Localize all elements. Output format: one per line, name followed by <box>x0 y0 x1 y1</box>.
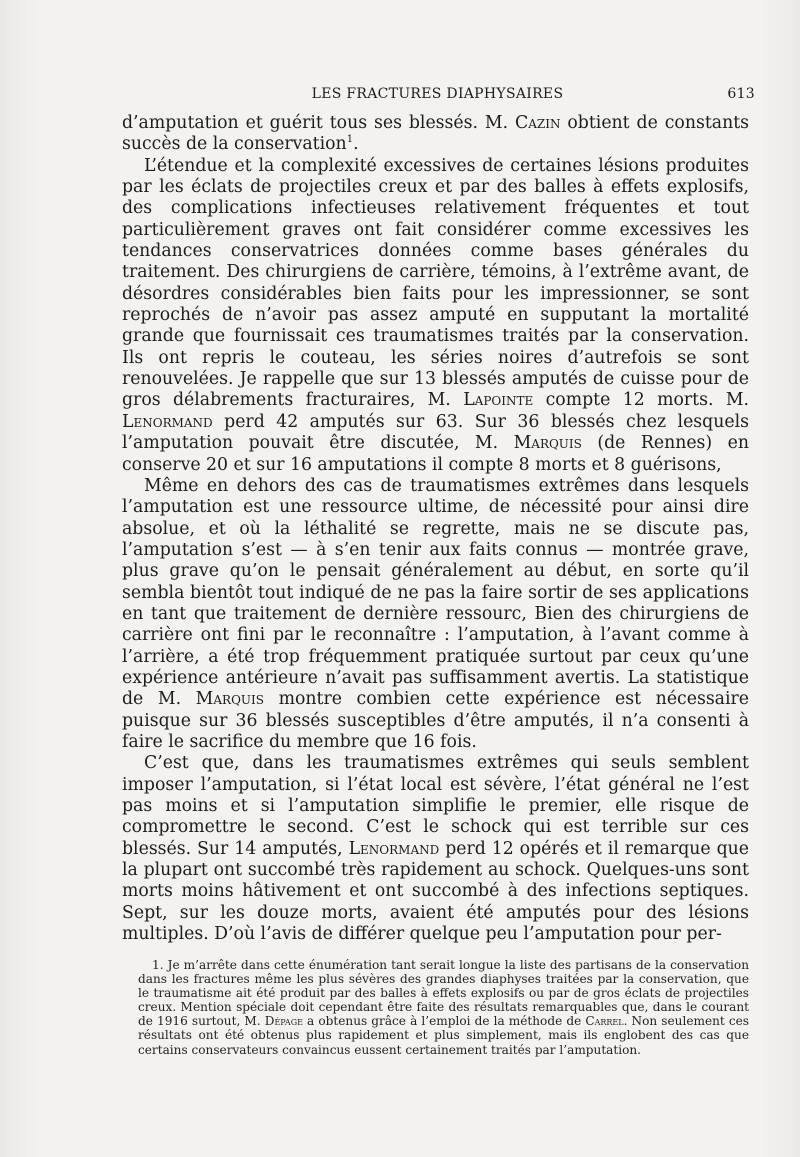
text-run: (de Rennes) en conserve 20 et sur 16 amputations il compte 8 morts et 8 guérisons, <box>122 433 749 475</box>
paragraph-3 <box>122 476 749 753</box>
text-run: L’étendue et la complexité excessives de certaines lésions produites par les éclats de projectiles creux et par des balles à effets explosifs, des complications infectieuses relativement fréquentes et tout particulièrement graves ont fait considérer comme excessives les tendances conservatrices données comme bases générales du traitement. Des chirurgiens de carrière, témoins, à l’extrême avant, de désordres considérables bien faits pour les impressionner, se sont reprochés de n’avoir pas assez amputé en supputant la mortalité grande que fournissait ces traumatismes traités par la conservation. Ils ont repris le couteau, les séries noires d’autrefois se sont renouvelées. Je rappelle que sur 13 blessés amputés de cuisse pour de gros délabrements fracturaires, M. <box>122 155 749 411</box>
author-name-marquis: Marquis <box>513 433 582 454</box>
footnote-text: a obtenus grâce à l’emploi de la méthode de <box>302 1014 586 1029</box>
running-title: LES FRACTURES DIAPHYSAIRES <box>311 86 564 102</box>
footnote-ref: 1 <box>346 134 354 146</box>
author-name-lapointe: Lapointe <box>463 390 534 411</box>
text-run: perd 42 amputés sur 63. Sur 36 blessés chez lesquels l’amputation pouvait être discutée, M. <box>122 411 749 454</box>
paragraph-1 <box>122 113 749 156</box>
text-run: obtient de constants succès de la conservation <box>122 113 750 155</box>
running-head <box>120 86 755 106</box>
footnote-text: 1. Je m’arrête dans cette énumération tant serait longue la liste des partisans de la conservation dans les fractures même les plus sévères des grandes diaphyses traitées par la conservation, que le traumatisme ait été produit par des balles à effets explosifs ou par de gros éclats de projectiles creux. Mention spéciale doit cependant être faite des résultats remarquables que, dans le courant de 1916 surtout, M. <box>138 958 749 1029</box>
author-name-carrel: Carrel <box>585 1014 624 1029</box>
author-name-lenormand: Lenormand <box>348 838 440 859</box>
text-run: d’amputation et guérit tous ses blessés. M. <box>122 113 516 133</box>
author-name-lenormand: Lenormand <box>122 411 213 432</box>
text-run: compte 12 morts. M. <box>533 390 750 411</box>
text-run: . <box>353 134 359 155</box>
footnote-text: . Non seulement ces résultats ont été obtenus plus rapidement et plus simplement, mais ils englobent des cas que certains conservateurs convaincus eussent certainement traités par l’amputation. <box>138 1014 749 1057</box>
body-text <box>122 113 749 945</box>
footnote <box>138 958 749 1057</box>
text-run: Même en dehors des cas de traumatismes extrêmes dans lesquels l’amputation est une ressource ultime, de nécessité pour ainsi dire absolue, et où la léthalité se regrette, mais ne se discute pas, l’amputation s’est — à s’en tenir aux faits connus — montrée grave, plus grave qu’on le pensait généralement au début, en sorte qu’il sembla bientôt tout indiqué de ne pas la faire sortir de ses applications en tant que traitement de dernière ressourc, Bien des chirurgiens de carrière ont fini par le reconnaître : l’amputation, à l’avant comme à l’arrière, a été trop fréquemment pratiquée surtout par ceux qu’une expérience antérieure n’avait pas suffisamment avertis. La statistique de M. <box>122 475 749 710</box>
text-run: C’est que, dans les traumatismes extrêmes qui seuls semblent imposer l’amputation, si l’état local est sévère, l’état général ne l’est pas moins et si l’amputation simplifie le premier, elle risque de compromettre le second. C’est le schock qui est terrible sur ces blessés. Sur 14 amputés, <box>122 753 749 859</box>
author-name-marquis: Marquis <box>195 689 264 710</box>
paragraph-4 <box>122 753 749 945</box>
text-run: montre combien cette expérience est nécessaire puisque sur 36 blessés susceptibles d’être amputés, il n’a consenti à faire le sacrifice du membre que 16 fois. <box>122 689 750 752</box>
paragraph-2 <box>122 156 749 476</box>
text-run: perd 12 opérés et il remarque que la plupart ont succombé très rapidement au schock. Quelques-uns sont morts moins hâtivement et ont succombé à des infections septiques. Sept, sur les douze morts, avaient été amputés pour des lésions multiples. D’où l’avis de différer quelque peu l’amputation pour per- <box>122 838 750 945</box>
author-name-depage: Dépage <box>264 1014 303 1029</box>
author-name-cazin: Cazin <box>515 113 561 133</box>
page-number: 613 <box>727 86 755 102</box>
